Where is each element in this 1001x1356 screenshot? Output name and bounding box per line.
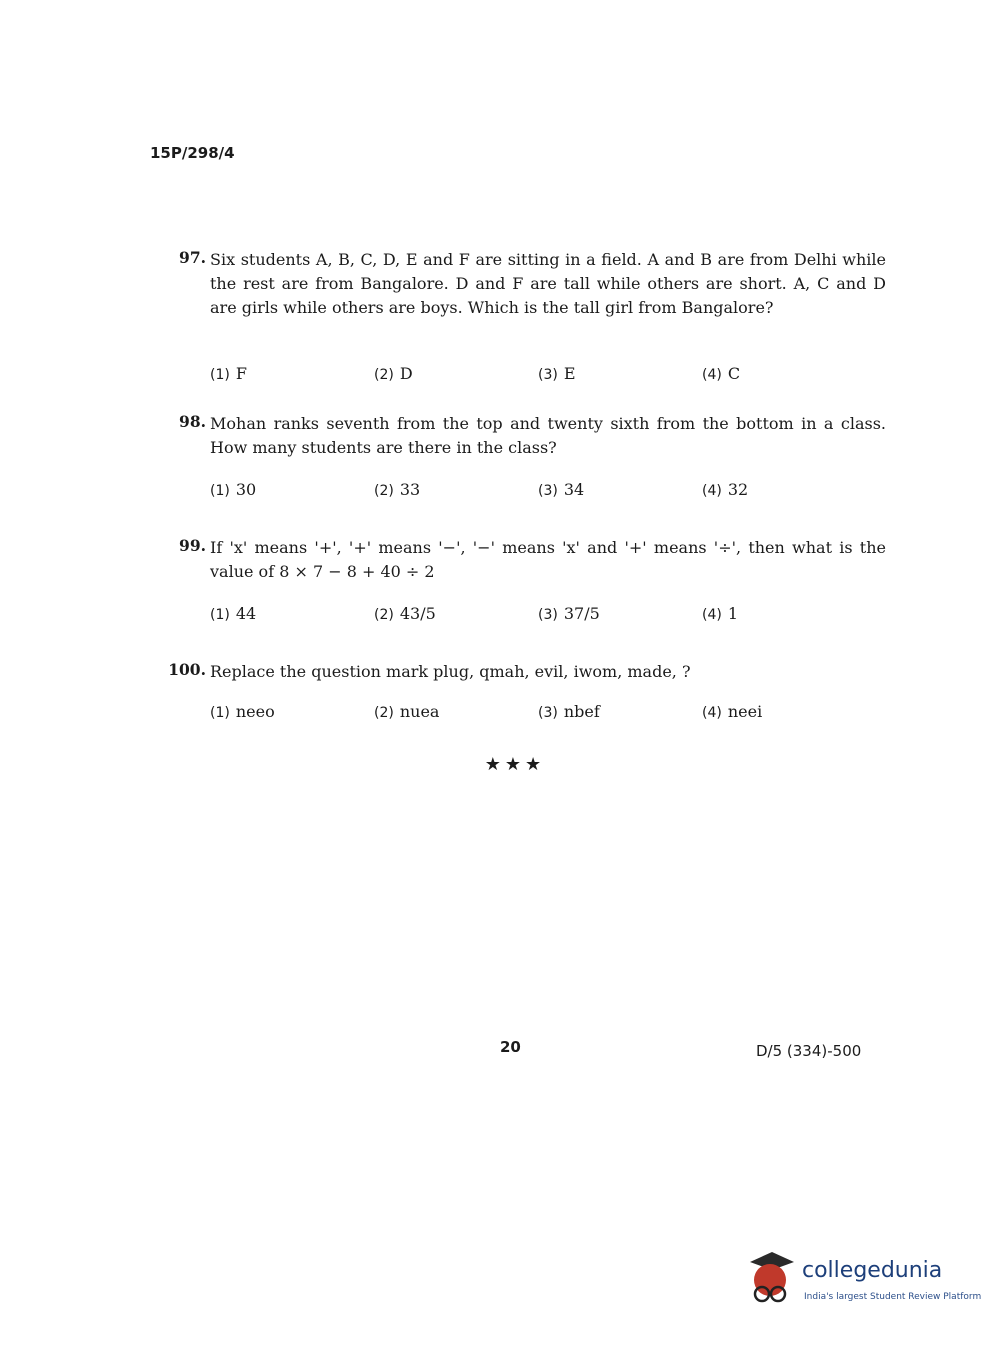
option-3: (3) nbef bbox=[538, 702, 600, 721]
question-number: 99. bbox=[179, 536, 206, 555]
page-number: 20 bbox=[500, 1038, 521, 1056]
option-3: (3) 34 bbox=[538, 480, 585, 499]
option-3: (3) E bbox=[538, 364, 576, 383]
question-text: Mohan ranks seventh from the top and twenty sixth from the bottom in a class. How many students are there in the class? bbox=[210, 414, 886, 457]
collegedunia-watermark bbox=[742, 1246, 982, 1316]
option-4: (4) 32 bbox=[702, 480, 749, 499]
option-3: (3) 37/5 bbox=[538, 604, 600, 623]
option-2: (2) D bbox=[374, 364, 413, 383]
option-4: (4) C bbox=[702, 364, 741, 383]
end-of-paper-stars: ★★★ bbox=[484, 754, 546, 775]
options-row bbox=[210, 364, 890, 386]
option-1: (1) neeo bbox=[210, 702, 275, 721]
mascot-logo-icon bbox=[742, 1248, 798, 1310]
paper-code: 15P/298/4 bbox=[150, 144, 235, 162]
options-row bbox=[210, 604, 890, 626]
footer-code: D/5 (334)-500 bbox=[756, 1042, 862, 1060]
option-2: (2) 43/5 bbox=[374, 604, 436, 623]
option-1: (1) 30 bbox=[210, 480, 257, 499]
question-text: Replace the question mark plug, qmah, evil, iwom, made, ? bbox=[210, 662, 691, 681]
brand-name: collegedunia bbox=[802, 1258, 943, 1283]
question-text: Six students A, B, C, D, E and F are sitting in a field. A and B are from Delhi while the rest are from Bangalore. D and F are tall while others are short. A, C and D are girls while others are boys. Which is the tall girl from Bangalore? bbox=[210, 250, 886, 317]
option-2: (2) 33 bbox=[374, 480, 421, 499]
brand-tagline: India's largest Student Review Platform bbox=[804, 1292, 982, 1302]
question-text: If 'x' means '+', '+' means '−', '−' means 'x' and '+' means '÷', then what is the value of 8 × 7 − 8 + 40 ÷ 2 bbox=[210, 538, 886, 581]
question-number: 100. bbox=[168, 660, 206, 679]
option-1: (1) 44 bbox=[210, 604, 257, 623]
question-number: 98. bbox=[179, 412, 206, 431]
option-4: (4) 1 bbox=[702, 604, 739, 623]
options-row bbox=[210, 702, 890, 724]
question-number: 97. bbox=[179, 248, 206, 267]
option-1: (1) F bbox=[210, 364, 247, 383]
options-row bbox=[210, 480, 890, 502]
option-2: (2) nuea bbox=[374, 702, 440, 721]
option-4: (4) neei bbox=[702, 702, 763, 721]
